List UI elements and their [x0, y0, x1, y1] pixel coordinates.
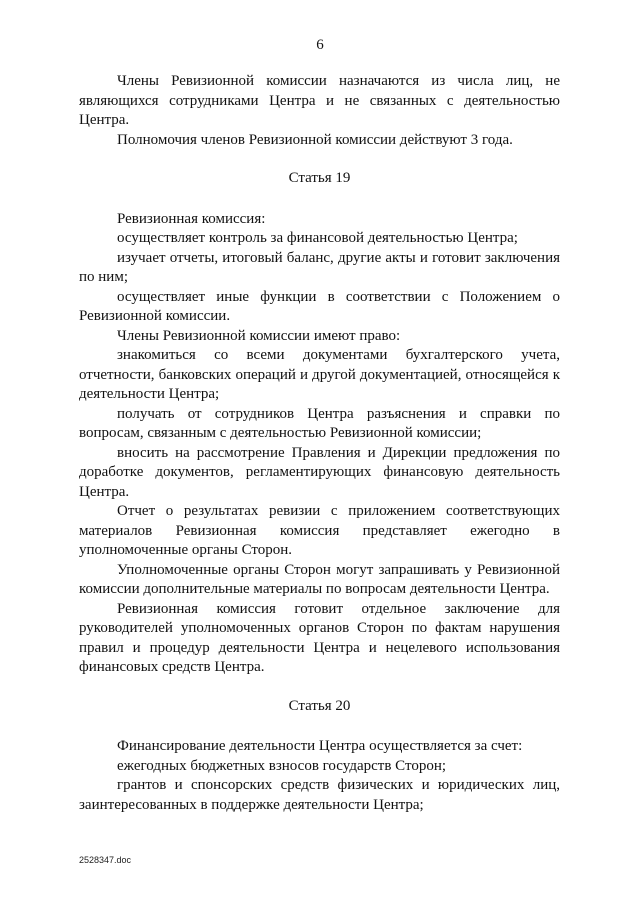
document-body	[79, 72, 560, 815]
paragraph: Финансирование деятельности Центра осуществляется за счет:	[117, 738, 523, 754]
paragraph: грантов и спонсорских средств физических и юридических лиц, заинтересованных в поддержке деятельности Центра;	[79, 777, 560, 813]
page-number: 6	[316, 37, 324, 53]
paragraph: изучает отчеты, итоговый баланс, другие акты и готовит заключения по ним;	[79, 249, 560, 285]
paragraph: получать от сотрудников Центра разъяснения и справки по вопросам, связанным с деятельностью Ревизионной комиссии;	[79, 405, 560, 441]
paragraph: осуществляет контроль за финансовой деятельностью Центра;	[117, 230, 518, 246]
paragraph: Члены Ревизионной комиссии назначаются из числа лиц, не являющихся сотрудниками Центра и не связанных с деятельностью Центра.	[79, 73, 560, 128]
paragraph: знакомиться со всеми документами бухгалтерского учета, отчетности, банковских операций и другой документацией, относящейся к деятельности Центра;	[79, 347, 560, 402]
paragraph: Полномочия членов Ревизионной комиссии действуют 3 года.	[117, 131, 513, 148]
paragraph: осуществляет иные функции в соответствии с Положением о Ревизионной комиссии.	[79, 288, 560, 324]
paragraph: Отчет о результатах ревизии с приложением соответствующих материалов Ревизионная комиссия представляет ежегодно в уполномоченные органы Сторон.	[79, 503, 560, 558]
article-19-heading: Статья 19	[288, 170, 351, 186]
paragraph: вносить на рассмотрение Правления и Дирекции предложения по доработке документов, регламентирующих финансовую деятельность Центра.	[79, 444, 560, 500]
paragraph: ежегодных бюджетных взносов государств Сторон;	[117, 757, 447, 774]
paragraph: Уполномоченные органы Сторон могут запрашивать у Ревизионной комиссии дополнительные материалы по вопросам деятельности Центра.	[79, 561, 560, 597]
paragraph: Ревизионная комиссия:	[117, 210, 266, 227]
article-20-heading: Статья 20	[288, 697, 351, 714]
paragraph: Ревизионная комиссия готовит отдельное заключение для руководителей уполномоченных органов Сторон по фактам нарушения правил и процедур деятельности Центра и нецелевого использования финансовых средств Центра.	[79, 600, 560, 675]
document-file-id: 2528347.doc	[79, 855, 132, 865]
paragraph: Члены Ревизионной комиссии имеют право:	[117, 327, 401, 344]
